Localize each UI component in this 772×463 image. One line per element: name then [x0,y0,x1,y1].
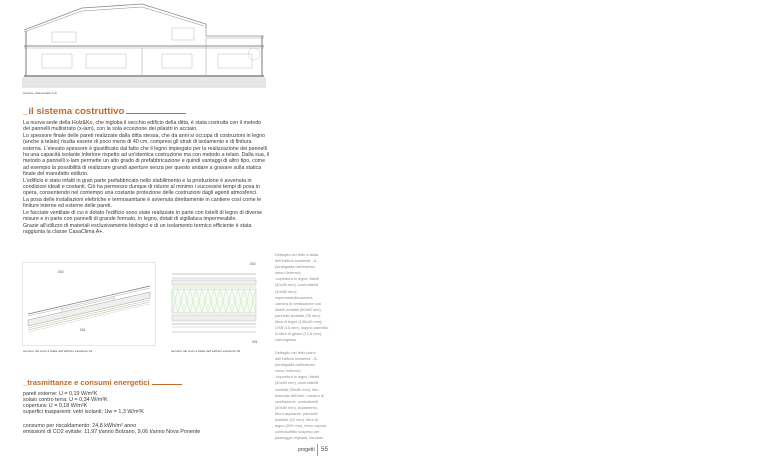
sidebar-line: (stratigrafia dall'esterno [275,362,316,368]
sidebar-line: dell'edificio esistente - B- [275,356,318,362]
consumption-line: emissioni di CO2 evitate: 11,97 t/anno Bolzano, 9,06 t/anno Nova Ponente [23,429,201,436]
body-paragraph: Grazie all'utilizzo di materiali esclusivamente biologici e di un isolamento termico efficiente è stata raggiunta la classe CasaClima A+. [23,222,252,235]
sidebar-line: -copertura in legno; listelli [275,276,320,282]
body-paragraph: La nuova sede della Holz&Ko, che ingloba il vecchio edificio della ditta, è stata costruita con il metodo dei pannelli multistrato (x-lam), con la sola eccezione dei pilastri in acciaio. [23,120,262,133]
sidebar-line: listelli ventilati (50x80 mm), [275,306,322,312]
sidebar-line: in fibra di gesso (12,5 mm), [275,331,323,337]
transmittance-line: superfici trasparenti: vetri isolanti; Uw = 1,3 W/m²K [23,409,144,416]
detail-2-code-bottom: 001 [252,340,258,344]
detail-1-caption: sezione del tetto a falda dell'edificio esistente 01 [23,349,93,353]
sidebar-line: impermeabilizzazione, [275,294,314,300]
sidebar-line: (stratigrafia dall'esterno [275,264,316,270]
construction-heading [23,106,186,117]
detail-1-code-top: 002 [58,270,64,274]
body-paragraph: Le facciate ventilate di cui è dotato l'edificio sono state realizzate in parte con listelli di legno di diverse misure e in parte con pannelli di grande formato, in legno, dotati di sigillatura impermeabile. [23,209,263,223]
sidebar-line: dell'edificio esistente - A- [275,258,318,264]
sidebar-line: ventilati (50x80 mm), telo [275,386,319,392]
energy-consumption [23,423,269,435]
sidebar-line: verso l'interno): [275,368,302,374]
roof-detail-drawing-1 [22,262,156,346]
heading-underline [152,384,182,385]
sidebar-line: telo traspirante, pannello [275,410,318,416]
sidebar-line: Dettaglio del tetto piano [275,350,316,355]
sidebar-line: (40x80 mm); [275,288,297,294]
sidebar-line: (40x80 mm), isolamento, [275,404,318,410]
footer-divider [317,444,318,456]
sidebar-line: bitumato dell'arte, camera di [275,392,324,398]
body-paragraph: Lo spessore finale delle pareti realizzate dalla ditta stessa, che da anni si occupa di costruzioni in legno (anche a telaio) risulta essere di poco meno di 40 cm, compresi gli strati di isolamento e di finitura esterna. L'elevato spessore è giustificato dal fatto che il legno impiegato per la realizzazione dei pannelli ha una capacità isolante inferiore rispetto ad un'identica costruzione ma con metodo a telaio. Dalla sua, il metodo a pannelli x-lam permette un alto grado di prefabbricazione e quindi vantaggi di altro tipo, come ad esempio la possibilità di realizzare grandi aperture senza per questo andare a gravare sulla statica finale del manufatto edilizio. [23,132,269,178]
transmittance-line: solaio contro terra: U = 0,34 W/m²K [23,397,108,404]
body-paragraph: La posa delle installazioni elettriche e termosanitarie è avvenuta direttamente in cantiere così come le finiture interne ed esterne delle pareti. [23,196,262,210]
transmittance-line: pareti esterne: U = 0,19 W/m²K [23,391,98,397]
body-paragraph: L'edificio è stato infatti in gran parte prefabbricato nello stabilimento e la produzione è avvenuta in condizioni ideali e costanti. Ciò ha permesso dunque di ridurre al minimo i successivi tempi di posa in opera, consentendo nel contempo una costante protezione delle costruzioni dagli agenti atmosferici. [23,177,261,197]
transmittance-line: copertura: U = 0,18 W/m²K [23,403,88,410]
detail-2-caption: sezione del tetto a falda dell'edificio esistente 02 [171,349,241,353]
page-number: 55 [321,446,328,453]
sidebar-line: camera di ventilazione con [275,300,322,306]
sidebar-line: -copertura in legno; listelli [275,374,320,380]
sidebar-line: ventilazione, controlistelli [275,398,319,404]
sidebar-line: Dettaglio del tetto a falda [275,252,319,257]
sidebar-line: cartongesso [275,337,297,343]
construction-heading-text: _il sistema costruttivo [23,106,125,117]
roof-detail-drawing-2 [170,262,262,342]
section-drawing-caption: sezione trasversale A-A [23,91,57,95]
sidebar-caption-1 [275,252,333,343]
sidebar-line: pannello isolante (35 mm), [275,312,321,318]
building-section-drawing [22,2,266,90]
sidebar-line: fibra di legno (140x40 mm); [275,319,323,325]
sidebar-line: legno (200 mm), freno vapore, [275,423,328,429]
sidebar-line: verso l'interno): [275,270,302,276]
detail-1-code-bottom: 001 [80,328,86,332]
sidebar-line: OSB (15 mm), doppio pannello [275,325,329,331]
sidebar-line: passaggio impianti, tavolato [275,435,324,441]
energy-heading [23,378,182,387]
construction-body [23,120,269,235]
footer-section-label: progetti [298,447,315,453]
consumption-line: consumo per riscaldamento: 24,8 kWh/m² anno [23,423,137,429]
sidebar-line: (40x80 mm), controlistelli [275,380,319,386]
sidebar-line: controsoffitto sospeso per [275,429,320,435]
energy-heading-text: _trasmittanze e consumi energetici [23,378,150,387]
sidebar-caption-2 [275,350,333,441]
sidebar-line: (40x80 mm), controlistelli [275,282,319,288]
sidebar-line: isolante (22 mm), fibra di [275,417,318,423]
detail-2-code-top: 002 [250,262,256,266]
heading-underline [126,113,186,114]
energy-values [23,391,269,415]
